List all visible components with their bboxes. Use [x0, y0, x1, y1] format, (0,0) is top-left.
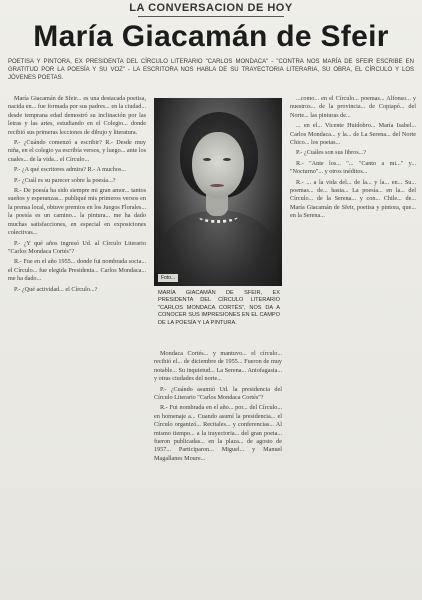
column-right — [290, 95, 416, 595]
paragraph: R.- Fui nombrada en el año... por... del Círculo... en homenaje a... Cuando asumí la presidencia... el Círculo organizó... Recitales... y conferencias... Al mismo tiempo... a la trayectoria... del gran poeta... fueron publicadas... en la plaza... de agosto de 1957... Participaron... Miguel... y Manuel Magallanes Moure... — [154, 404, 282, 462]
paragraph: R.- Fue en el año 1955... donde fui nombrada socia... el Círculo... fue elegida Presidenta... Carlos Mondaca... me ha dado... — [8, 258, 146, 283]
portrait-photo — [154, 98, 282, 286]
paragraph: R.- "Ante los... "... "Canto a mi..." y... "Nocturno"... y otros inéditos... — [290, 159, 416, 176]
portrait-necklace — [198, 210, 238, 223]
kicker-rule — [138, 16, 284, 17]
photo-credit: Foto... — [158, 274, 178, 282]
paragraph: P.- ¿Cuáles son sus libros...? — [296, 149, 367, 157]
paragraph: ...como... en el Círculo... poemas... Alfonso... y nuestros... de la provincia... de Copiapó... del Norte... las pinturas de... — [290, 95, 416, 119]
article-subhead: POETISA Y PINTORA, EX PRESIDENTA DEL CÍRCULO LITERARIO "CARLOS MONDACA" - "CONTRA NOS MARÍA DE SFEIR ESCRIBE EN GRATITUD POR LA POESÍA Y SU VOZ" - LA ESCRITORA NOS HABLA DE SU TRAYECTORIA LITERARIA, SU OBRA, EL CÍRCULO Y LOS JÓVENES POETAS. — [8, 59, 414, 81]
paragraph: P.- ¿Qué actividad... el Círculo...? — [14, 285, 98, 293]
column-left — [8, 95, 146, 595]
paragraph: P.- ¿A qué escritores admira? R.- A muchos... — [14, 166, 127, 174]
portrait-eye — [223, 158, 231, 161]
photo-caption: MARÍA GIACAMÁN DE SFEIR, EX PRESIDENTA DEL CÍRCULO LITERARIO "CARLOS MONDACA CORTÉS", NOS DA A CONOCER SUS IMPRESIONES EN EL CAMPO DE LA POESÍA Y LA PINTURA. — [158, 290, 280, 326]
paragraph: P.- ¿Cuál es su parecer sobre la poesía...? — [14, 176, 116, 184]
paragraph: P.- ¿Cuándo comenzó a escribir? R.- Desde muy niña, en el colegio ya escribía versos, y luego... ante los cuales... de la vida... el Círculo... — [8, 139, 146, 163]
paragraph: P.- ¿Y qué años ingresó Ud. al Círculo Literario "Carlos Mondaca Cortés"? — [8, 239, 146, 255]
paragraph: R.- De poesía ha sido siempre mi gran amor... tantos sueños y esperanzas... publiqué mis primeros versos en la prensa local, obtuve premios en los Juegos Florales... la poesía es un camino... la pintura... me ha dado muchas satisfacciones, en especial en exposiciones colectivas... — [8, 187, 146, 237]
section-kicker: LA CONVERSACION DE HOY — [129, 2, 293, 14]
paragraph: R.- ... a la vida del... de la... y la... en... Su... poemas... de... hasta... La poesía... en la... del Círculo... de la Serena... y con... Chile... de... María Giacamán de Sfeir, poetisa y pintora, que... en la Serena... — [290, 178, 416, 220]
column-middle — [154, 350, 282, 595]
portrait-eye — [203, 158, 211, 161]
paragraph: María Giacamán de Sfeir... es una destacada poetisa, nacida en... fue formada por sus padres... en la ciudad... desde temprana edad demostró su inclinación por las letras y las artes, estudiando en el Colegio... donde recibió sus primeras lecciones de dibujo y literatura. — [8, 95, 146, 136]
article-headline: María Giacamán de Sfeir — [33, 20, 389, 53]
paragraph: P.- ¿Cuándo asumió Ud. la presidencia del Círculo Literario "Carlos Mondaca Cortés"? — [154, 385, 282, 402]
paragraph: Mondaca Cortés... y mantuvo... el círculo... recibió el... de diciembre de 1955... Fueron de muy notable... Su inquietud... La Serena... Antofagasta... y otras ciudades del norte... — [154, 350, 282, 383]
portrait-face — [192, 132, 244, 198]
paragraph: ... en el... Vicente Huidobro... María Isabel... Carlos Mondaca... y la... de La Serena... del Norte Chico... los poetas... — [290, 122, 416, 147]
portrait-mouth — [210, 184, 224, 187]
